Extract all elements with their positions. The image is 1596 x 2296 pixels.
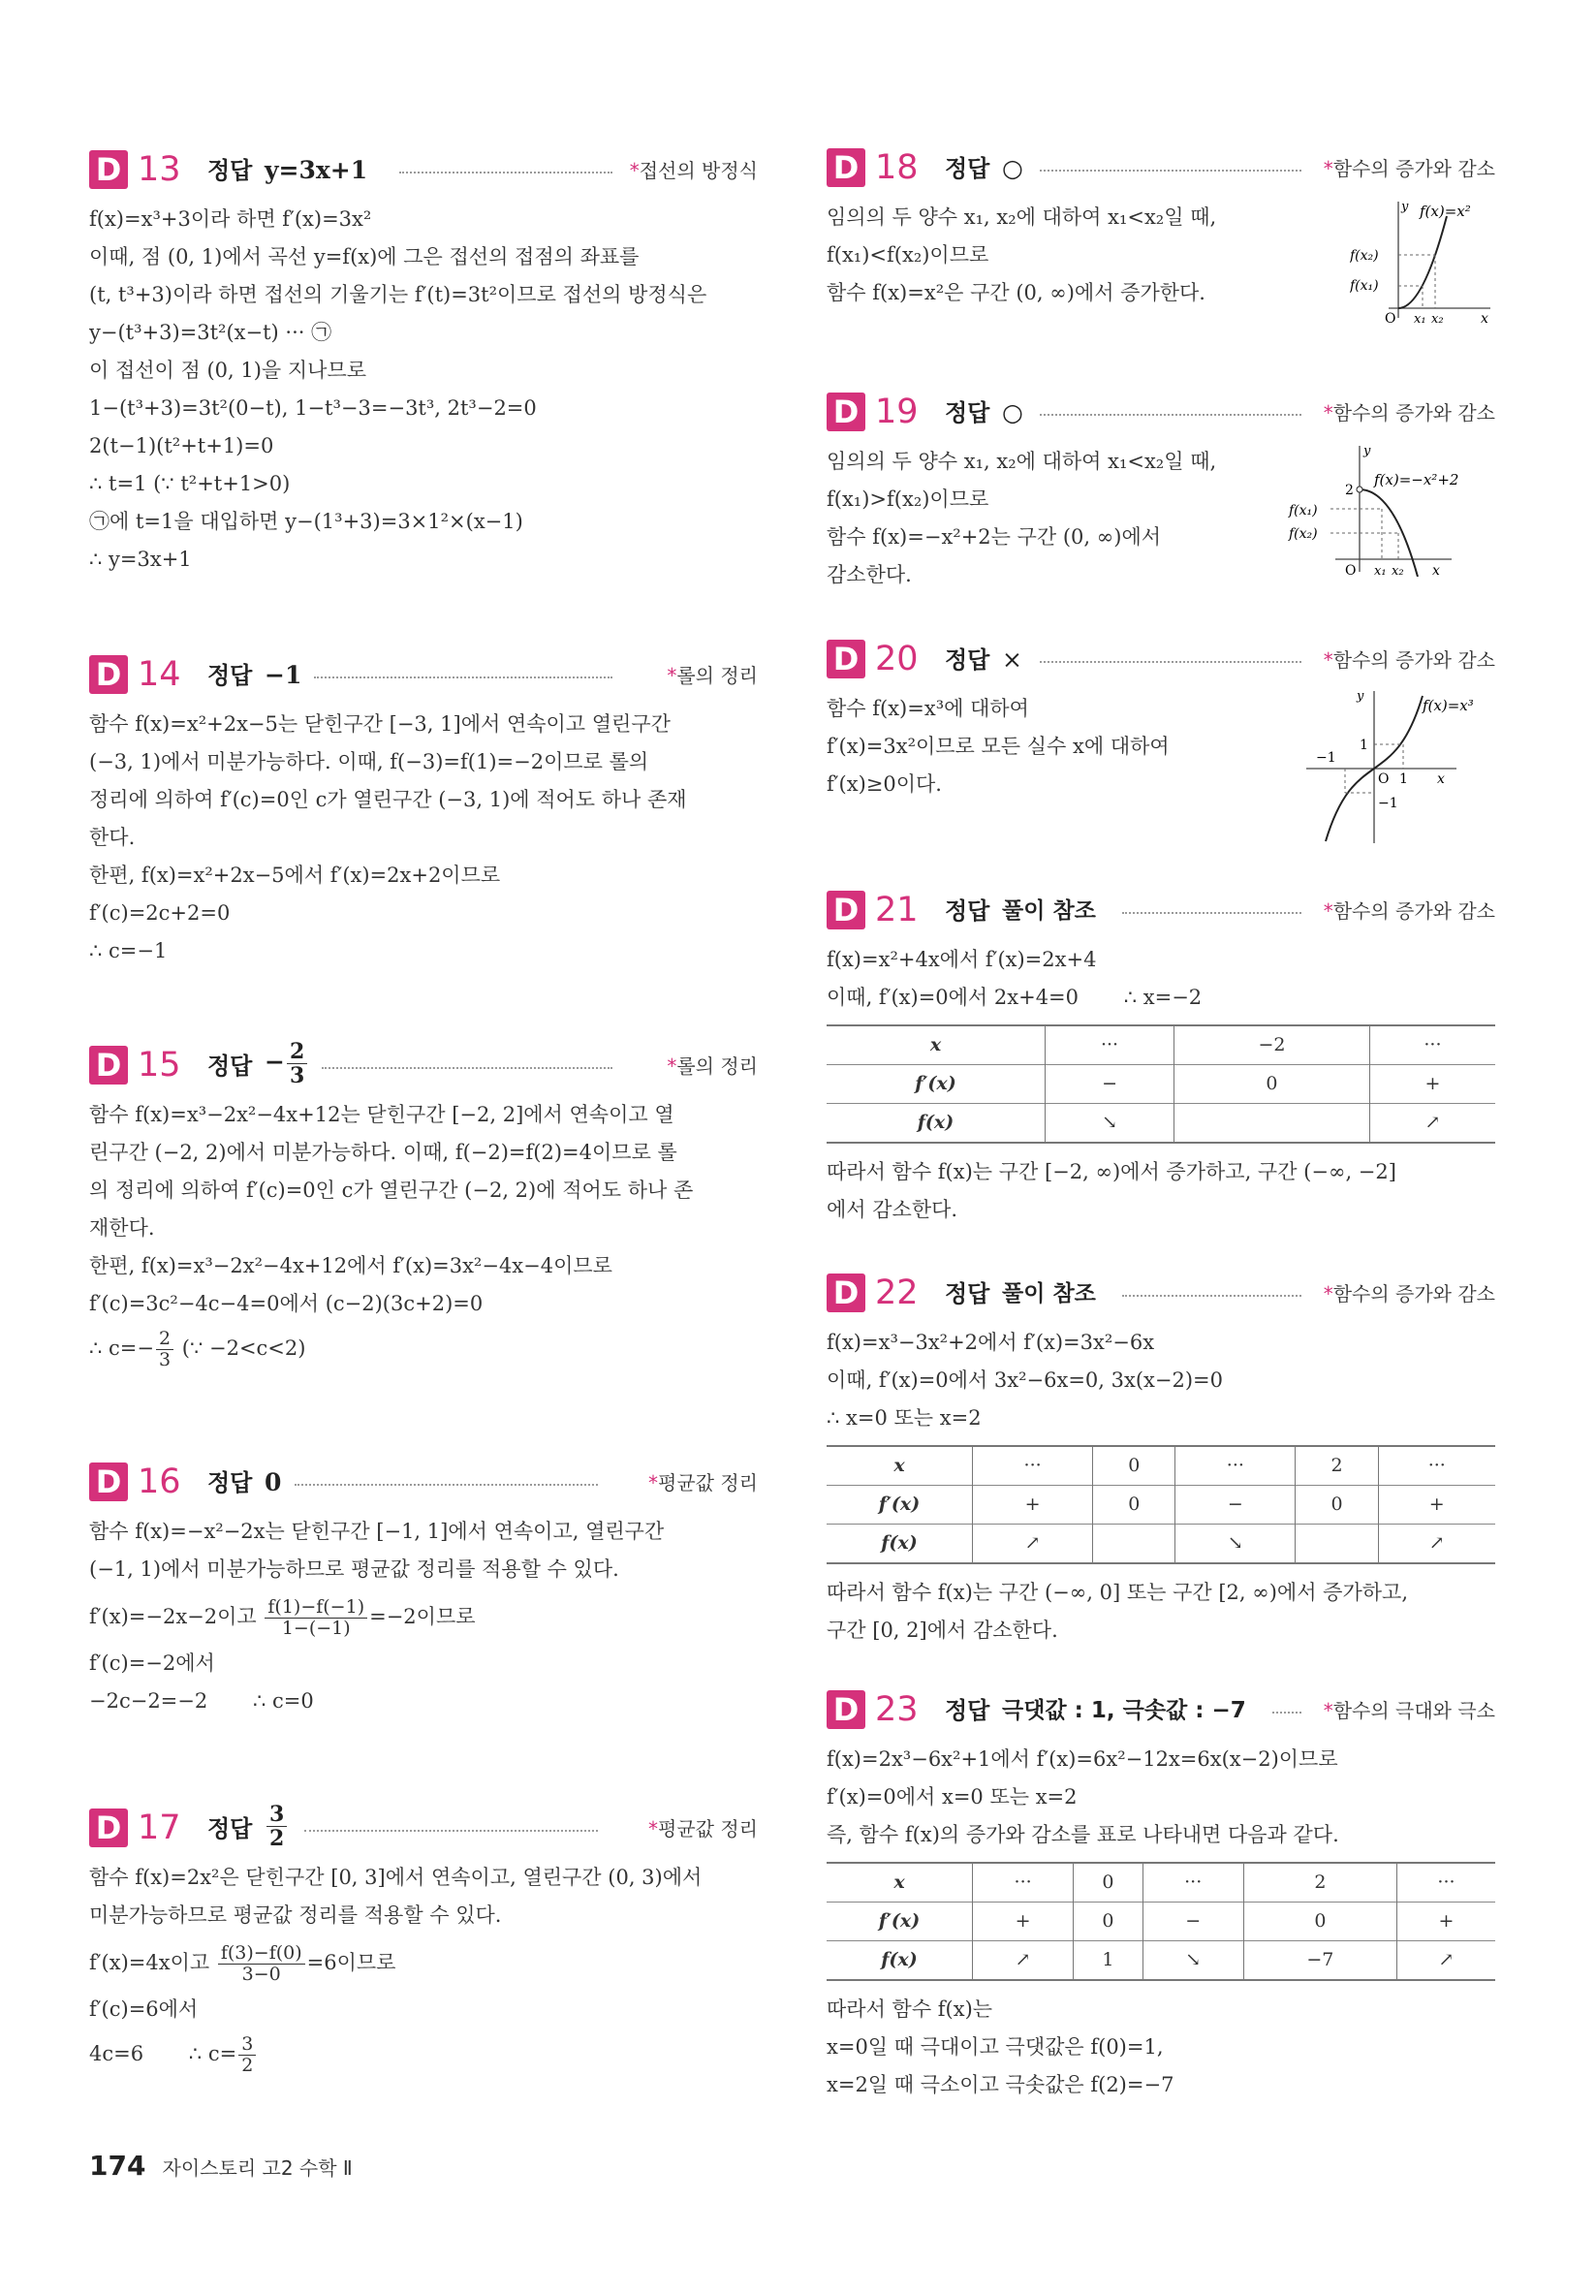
table-cell: 0 xyxy=(1074,1903,1142,1941)
answer-value xyxy=(265,1040,309,1087)
solution-line: 함수 f(x)=−x²+2는 구간 (0, ∞)에서 xyxy=(827,525,1162,549)
table-cell: ··· xyxy=(973,1863,1074,1903)
answer-label: 정답 xyxy=(945,646,990,674)
table-cell: 0 xyxy=(1296,1486,1378,1525)
answer-value: × xyxy=(1002,645,1022,674)
answer-value: ○ xyxy=(1002,398,1023,426)
answer-value: 풀이 참조 xyxy=(1002,898,1096,924)
answer-label: 정답 xyxy=(207,1053,253,1080)
table-cell: x xyxy=(827,1863,973,1903)
leader-dots xyxy=(1040,661,1301,663)
table-cell: 0 xyxy=(1074,1863,1142,1903)
problem-15 xyxy=(89,1039,758,1373)
solution-line: 2(t−1)(t²+t+1)=0 xyxy=(89,434,274,457)
solution-body xyxy=(89,1859,758,2079)
star-icon: * xyxy=(1323,1282,1333,1305)
problem-header xyxy=(827,393,1495,437)
answer-label: 정답 xyxy=(945,897,990,925)
topic-text: 접선의 방정식 xyxy=(639,159,758,182)
problem-21 xyxy=(827,891,1495,1229)
graph-label: x₁ xyxy=(1374,564,1387,577)
table-row xyxy=(827,1525,1495,1564)
answer-label: 정답 xyxy=(945,155,990,182)
graph-label: O xyxy=(1378,771,1390,787)
text-run: =6이므로 xyxy=(306,1951,396,1974)
leader-dots xyxy=(399,172,612,173)
answer-label: 정답 xyxy=(207,662,253,689)
table-row xyxy=(827,1903,1495,1941)
solution-line: ∴ x=0 또는 x=2 xyxy=(827,1406,982,1430)
book-title: 자이스토리 고2 수학 Ⅱ xyxy=(162,2156,353,2180)
problem-number: 22 xyxy=(875,1274,919,1312)
answer-fraction xyxy=(287,1040,307,1087)
problem-number: 23 xyxy=(875,1690,919,1729)
problem-header xyxy=(827,640,1495,684)
solution-line: f′(x)≥0이다. xyxy=(827,772,942,796)
solution-line: f′(c)=−2에서 xyxy=(89,1651,215,1675)
topic-tag xyxy=(1320,1698,1495,1723)
leader-dots xyxy=(1040,170,1301,172)
answer-sign: − xyxy=(265,1048,285,1076)
problem-19 xyxy=(827,393,1495,594)
table-row xyxy=(827,1446,1495,1486)
table-cell xyxy=(1174,1104,1370,1144)
topic-text: 평균값 정리 xyxy=(658,1471,758,1494)
solution-line: f(x₁)<f(x₂)이므로 xyxy=(827,243,989,267)
graph-label: y xyxy=(1401,200,1409,214)
graph-label: −1 xyxy=(1316,750,1336,766)
solution-line: 함수 f(x)=x³에 대하여 xyxy=(827,697,1029,720)
fraction xyxy=(265,1597,367,1639)
topic-text: 함수의 증가와 감소 xyxy=(1332,648,1495,672)
table-cell xyxy=(1296,1525,1378,1564)
table-cell: ↘ xyxy=(1046,1104,1174,1144)
table-cell: 0 xyxy=(1243,1903,1396,1941)
topic-text: 롤의 정리 xyxy=(676,1054,758,1078)
leader-dots xyxy=(295,1484,598,1486)
problem-17 xyxy=(89,1802,758,2079)
d-badge: D xyxy=(89,1046,128,1085)
solution-line: 한편, f(x)=x³−2x²−4x+12에서 f′(x)=3x²−4x−4이므로 xyxy=(89,1254,612,1277)
solution-line: 이때, 점 (0, 1)에서 곡선 y=f(x)에 그은 접선의 접점의 좌표를 xyxy=(89,245,640,268)
problem-number: 18 xyxy=(875,148,919,187)
solution-line: f′(x)=3x²이므로 모든 실수 x에 대하여 xyxy=(827,735,1170,758)
answer-label: 정답 xyxy=(945,1280,990,1307)
text-run: 4c=6 ∴ c= xyxy=(89,2042,237,2065)
table-cell: ↘ xyxy=(1142,1941,1243,1981)
table-cell: 2 xyxy=(1243,1863,1396,1903)
answer-label: 정답 xyxy=(945,399,990,426)
solution-line: 에서 감소한다. xyxy=(827,1198,958,1221)
fraction-denominator: 2 xyxy=(269,1826,285,1851)
graph-label: f(x₁) xyxy=(1289,503,1318,519)
variation-table xyxy=(827,1862,1495,1981)
leader-dots xyxy=(1122,1295,1301,1297)
solution-line: ㉠에 t=1을 대입하면 y−(1³+3)=3×1²×(x−1) xyxy=(89,510,523,533)
table-cell: ··· xyxy=(1142,1863,1243,1903)
problem-number: 17 xyxy=(138,1808,181,1847)
leader-dots xyxy=(1122,912,1301,914)
answer-value xyxy=(265,1803,289,1850)
table-cell: ··· xyxy=(1175,1446,1296,1486)
topic-tag xyxy=(1320,156,1495,181)
leader-dots xyxy=(304,1830,598,1832)
problem-22 xyxy=(827,1274,1495,1650)
solution-line: f′(x)=0에서 x=0 또는 x=2 xyxy=(827,1785,1078,1808)
solution-line: (−1, 1)에서 미분가능하므로 평균값 정리를 적용할 수 있다. xyxy=(89,1557,619,1581)
solution-line: 함수 f(x)=x²은 구간 (0, ∞)에서 증가한다. xyxy=(827,281,1205,304)
problem-14 xyxy=(89,655,758,970)
graph-x-squared xyxy=(1350,197,1495,323)
answer-label: 정답 xyxy=(945,1697,990,1724)
solution-line: 이때, f′(x)=0에서 2x+4=0 ∴ x=−2 xyxy=(827,986,1203,1009)
leader-dots xyxy=(314,676,612,678)
table-cell: ↘ xyxy=(1175,1525,1296,1564)
star-icon: * xyxy=(1323,157,1333,180)
solution-line: (−3, 1)에서 미분가능하다. 이때, f(−3)=f(1)=−2이므로 롤의 xyxy=(89,750,649,773)
answer-value: ○ xyxy=(1002,154,1023,182)
problem-header xyxy=(89,655,758,700)
table-cell: f′(x) xyxy=(827,1065,1046,1104)
star-icon: * xyxy=(1323,1699,1333,1722)
topic-tag xyxy=(1320,1281,1495,1306)
solution-line: 한다. xyxy=(89,826,136,849)
fraction-denominator: 3 xyxy=(159,1349,172,1370)
graph-label: f(x₂) xyxy=(1350,248,1379,264)
table-cell: −7 xyxy=(1243,1941,1396,1981)
solution-body xyxy=(827,1741,1495,2104)
solution-line xyxy=(89,1323,758,1373)
solution-line: f′(c)=6에서 xyxy=(89,1997,199,2021)
d-badge: D xyxy=(827,1274,865,1312)
text-run: (∵ −2<c<2) xyxy=(175,1337,306,1360)
topic-text: 함수의 증가와 감소 xyxy=(1332,401,1495,425)
text-run: =−2이므로 xyxy=(369,1605,476,1628)
graph-func-label: f(x)=x³ xyxy=(1423,697,1474,714)
solution-line: 함수 f(x)=−x²−2x는 닫힌구간 [−1, 1]에서 연속이고, 열린구간 xyxy=(89,1520,665,1543)
graph-label: 1 xyxy=(1360,738,1368,753)
text-run: f′(x)=−2x−2이고 xyxy=(89,1605,264,1628)
solution-line: 한편, f(x)=x²+2x−5에서 f′(x)=2x+2이므로 xyxy=(89,864,501,887)
solution-line: 구간 [0, 2]에서 감소한다. xyxy=(827,1619,1058,1642)
fraction-numerator: f(3)−f(0) xyxy=(218,1943,305,1965)
solution-line xyxy=(89,2029,758,2079)
problem-header xyxy=(827,1274,1495,1318)
graph-func-label: f(x)=−x²+2 xyxy=(1374,471,1459,488)
problem-number: 16 xyxy=(138,1463,181,1501)
table-row xyxy=(827,1065,1495,1104)
d-badge: D xyxy=(89,1808,128,1847)
text-run: f′(x)=4x이고 xyxy=(89,1951,216,1974)
solution-line: −2c−2=−2 ∴ c=0 xyxy=(89,1689,314,1713)
solution-line: f(x)=x³−3x²+2에서 f′(x)=3x²−6x xyxy=(827,1331,1155,1354)
table-cell: ··· xyxy=(973,1446,1093,1486)
graph-label: x xyxy=(1432,563,1440,577)
d-badge: D xyxy=(827,148,865,187)
star-icon: * xyxy=(648,1817,659,1840)
solution-line: ∴ y=3x+1 xyxy=(89,548,192,571)
topic-text: 평균값 정리 xyxy=(658,1817,758,1840)
solution-line xyxy=(89,1588,758,1645)
topic-tag xyxy=(644,1470,758,1495)
problem-18 xyxy=(827,148,1495,323)
graph-label: x₂ xyxy=(1392,564,1404,577)
solution-line: f(x)=2x³−6x²+1에서 f′(x)=6x²−12x=6x(x−2)이므로 xyxy=(827,1747,1338,1771)
solution-line: 따라서 함수 f(x)는 xyxy=(827,1997,993,2021)
problem-number: 19 xyxy=(875,393,919,431)
star-icon: * xyxy=(1323,899,1333,923)
fraction-denominator: 3−0 xyxy=(241,1964,281,1985)
solution-line: 이때, f′(x)=0에서 3x²−6x=0, 3x(x−2)=0 xyxy=(827,1368,1223,1392)
d-badge: D xyxy=(827,640,865,678)
solution-line xyxy=(89,1934,758,1991)
table-cell: + xyxy=(1369,1065,1495,1104)
variation-table xyxy=(827,1445,1495,1564)
table-cell: ↗ xyxy=(973,1525,1093,1564)
page-footer xyxy=(89,2150,353,2182)
solution-line: 1−(t³+3)=3t²(0−t), 1−t³−3=−3t³, 2t³−2=0 xyxy=(89,396,537,420)
table-cell: ··· xyxy=(1378,1446,1495,1486)
leader-dots xyxy=(322,1067,612,1069)
fraction xyxy=(218,1943,305,1985)
table-cell: f(x) xyxy=(827,1104,1046,1144)
table-cell: f′(x) xyxy=(827,1903,973,1941)
answer-fraction xyxy=(266,1803,287,1850)
table-cell: f(x) xyxy=(827,1941,973,1981)
solution-line: 임의의 두 양수 x₁, x₂에 대하여 x₁<x₂일 때, xyxy=(827,450,1217,473)
solution-line: x=0일 때 극대이고 극댓값은 f(0)=1, xyxy=(827,2035,1164,2059)
problem-header xyxy=(827,1690,1495,1735)
graph-label: x₁ xyxy=(1414,312,1426,323)
problem-number: 21 xyxy=(875,891,919,929)
fraction-numerator: f(1)−f(−1) xyxy=(265,1597,367,1619)
table-cell: 0 xyxy=(1174,1065,1370,1104)
topic-tag xyxy=(644,1816,758,1841)
solution-line: 임의의 두 양수 x₁, x₂에 대하여 x₁<x₂일 때, xyxy=(827,205,1217,229)
leader-dots xyxy=(1272,1712,1301,1714)
leader-dots xyxy=(1040,414,1301,416)
graph-label: 2 xyxy=(1345,483,1354,498)
answer-value: 극댓값 : 1, 극솟값 : −7 xyxy=(1002,1698,1246,1723)
graph-label: y xyxy=(1357,689,1364,704)
solution-body xyxy=(827,1324,1495,1650)
problem-number: 14 xyxy=(138,655,181,694)
topic-tag xyxy=(1320,898,1495,924)
table-cell: x xyxy=(827,1446,973,1486)
table-cell: + xyxy=(973,1486,1093,1525)
fraction xyxy=(238,2034,256,2076)
topic-tag xyxy=(626,158,758,183)
variation-table xyxy=(827,1024,1495,1144)
d-badge: D xyxy=(89,655,128,694)
table-row xyxy=(827,1104,1495,1144)
table-cell: − xyxy=(1046,1065,1174,1104)
answer-label: 정답 xyxy=(207,157,253,184)
solution-line: 함수 f(x)=x³−2x²−4x+12는 닫힌구간 [−2, 2]에서 연속이고 열 xyxy=(89,1103,674,1126)
graph-label: O xyxy=(1345,563,1357,577)
d-badge: D xyxy=(89,1463,128,1501)
table-cell: 0 xyxy=(1093,1486,1175,1525)
answer-value: 풀이 참조 xyxy=(1002,1281,1096,1306)
graph-label: f(x₂) xyxy=(1289,526,1318,542)
table-cell: 0 xyxy=(1093,1446,1175,1486)
graph-label: −1 xyxy=(1378,796,1398,811)
solution-line: 린구간 (−2, 2)에서 미분가능하다. 이때, f(−2)=f(2)=4이므로 롤 xyxy=(89,1141,677,1164)
graph-label: x xyxy=(1437,771,1445,787)
table-cell: ··· xyxy=(1046,1025,1174,1065)
table-row xyxy=(827,1025,1495,1065)
solution-line: f′(c)=3c²−4c−4=0에서 (c−2)(3c+2)=0 xyxy=(89,1292,484,1315)
answer-value: y=3x+1 xyxy=(265,156,368,184)
graph-label: x xyxy=(1481,311,1488,323)
star-icon: * xyxy=(667,1054,677,1078)
table-cell: ··· xyxy=(1369,1025,1495,1065)
solution-line: 이 접선이 점 (0, 1)을 지나므로 xyxy=(89,359,367,382)
table-cell: + xyxy=(973,1903,1074,1941)
table-cell: ↗ xyxy=(973,1941,1074,1981)
problem-23 xyxy=(827,1690,1495,2104)
solution-line: 함수 f(x)=2x²은 닫힌구간 [0, 3]에서 연속이고, 열린구간 (0, 3)에서 xyxy=(89,1866,703,1889)
table-cell: f′(x) xyxy=(827,1486,973,1525)
d-badge: D xyxy=(89,150,128,189)
topic-tag xyxy=(1320,400,1495,425)
problem-number: 20 xyxy=(875,640,919,678)
topic-tag xyxy=(1320,647,1495,673)
problem-header xyxy=(89,1463,758,1507)
graph-label: x₂ xyxy=(1431,312,1444,323)
solution-line: f(x)=x³+3이라 하면 f′(x)=3x² xyxy=(89,207,372,231)
topic-text: 함수의 증가와 감소 xyxy=(1332,899,1495,923)
graph-label: y xyxy=(1363,444,1371,458)
answer-label: 정답 xyxy=(207,1815,253,1842)
table-cell: 1 xyxy=(1074,1941,1142,1981)
problem-header xyxy=(89,1039,758,1090)
answer-value: 0 xyxy=(265,1468,282,1496)
table-cell: + xyxy=(1396,1903,1495,1941)
star-icon: * xyxy=(1323,648,1333,672)
solution-line: 미분가능하므로 평균값 정리를 적용할 수 있다. xyxy=(89,1903,502,1927)
table-cell: − xyxy=(1175,1486,1296,1525)
solution-body xyxy=(89,706,758,970)
solution-line: 따라서 함수 f(x)는 구간 (−∞, 0] 또는 구간 [2, ∞)에서 증가하고, xyxy=(827,1581,1409,1604)
table-cell: ↗ xyxy=(1378,1525,1495,1564)
star-icon: * xyxy=(629,159,640,182)
solution-line: f′(c)=2c+2=0 xyxy=(89,901,231,925)
table-row xyxy=(827,1486,1495,1525)
solution-line: y−(t³+3)=3t²(x−t) ··· ㉠ xyxy=(89,321,332,344)
fraction-denominator: 3 xyxy=(289,1063,305,1088)
problem-number: 15 xyxy=(138,1046,181,1085)
solution-line: 즉, 함수 f(x)의 증가와 감소를 표로 나타내면 다음과 같다. xyxy=(827,1823,1339,1846)
topic-text: 함수의 증가와 감소 xyxy=(1332,1282,1495,1305)
star-icon: * xyxy=(667,664,677,687)
problem-13 xyxy=(89,150,758,579)
table-cell: + xyxy=(1378,1486,1495,1525)
topic-tag xyxy=(663,1054,758,1079)
star-icon: * xyxy=(648,1471,659,1494)
graph-label: 1 xyxy=(1399,771,1408,787)
problem-header xyxy=(827,148,1495,193)
table-row xyxy=(827,1863,1495,1903)
table-cell: 2 xyxy=(1296,1446,1378,1486)
solution-line: f(x)=x²+4x에서 f′(x)=2x+4 xyxy=(827,948,1097,971)
table-cell: ↗ xyxy=(1396,1941,1495,1981)
fraction-numerator: 2 xyxy=(156,1329,173,1350)
solution-line: 따라서 함수 f(x)는 구간 [−2, ∞)에서 증가하고, 구간 (−∞, −2] xyxy=(827,1160,1396,1183)
topic-text: 함수의 증가와 감소 xyxy=(1332,157,1495,180)
solution-body xyxy=(89,201,758,579)
solution-line: x=2일 때 극소이고 극솟값은 f(2)=−7 xyxy=(827,2073,1174,2096)
graph-x-cubed xyxy=(1287,686,1495,846)
d-badge: D xyxy=(827,891,865,929)
table-cell: − xyxy=(1142,1903,1243,1941)
problem-number: 13 xyxy=(138,150,181,189)
problem-header xyxy=(89,150,758,195)
fraction-numerator: 3 xyxy=(266,1803,287,1827)
solution-line: ∴ t=1 (∵ t²+t+1>0) xyxy=(89,472,291,495)
fraction-numerator: 2 xyxy=(287,1040,307,1064)
problem-header xyxy=(827,891,1495,935)
answer-value: −1 xyxy=(265,661,302,689)
table-cell: ··· xyxy=(1396,1863,1495,1903)
problem-20 xyxy=(827,640,1495,811)
solution-body xyxy=(89,1513,758,1720)
fraction xyxy=(156,1329,173,1370)
table-row xyxy=(827,1941,1495,1981)
page-number: 174 xyxy=(89,2150,146,2182)
graph-label: f(x₁) xyxy=(1350,278,1379,294)
graph-func-label: f(x)=x² xyxy=(1420,203,1471,220)
topic-tag xyxy=(663,663,758,688)
graph-label: O xyxy=(1385,311,1396,323)
star-icon: * xyxy=(1323,401,1333,425)
d-badge: D xyxy=(827,393,865,431)
solution-line: 의 정리에 의하여 f′(c)=0인 c가 열린구간 (−2, 2)에 적어도 하나 존 xyxy=(89,1179,694,1202)
solution-body xyxy=(89,1096,758,1373)
text-run: ∴ c=− xyxy=(89,1337,154,1360)
problem-header xyxy=(89,1802,758,1853)
solution-line: f(x₁)>f(x₂)이므로 xyxy=(827,488,989,511)
topic-text: 롤의 정리 xyxy=(676,664,758,687)
solution-line: 감소한다. xyxy=(827,563,912,586)
table-cell: ↗ xyxy=(1369,1104,1495,1144)
fraction-denominator: 1−(−1) xyxy=(281,1618,351,1639)
fraction-denominator: 2 xyxy=(241,2055,254,2076)
fraction-numerator: 3 xyxy=(238,2034,256,2056)
table-cell xyxy=(1093,1525,1175,1564)
table-cell: x xyxy=(827,1025,1046,1065)
solution-line: 재한다. xyxy=(89,1216,155,1240)
solution-body xyxy=(827,941,1495,1229)
solution-line: (t, t³+3)이라 하면 접선의 기울기는 f′(t)=3t²이므로 접선의 방정식은 xyxy=(89,283,707,306)
problem-16 xyxy=(89,1463,758,1720)
answer-label: 정답 xyxy=(207,1469,253,1496)
solution-line: 정리에 의하여 f′(c)=0인 c가 열린구간 (−3, 1)에 적어도 하나 존재 xyxy=(89,788,687,811)
d-badge: D xyxy=(827,1690,865,1729)
solution-line: ∴ c=−1 xyxy=(89,939,168,962)
solution-line: 함수 f(x)=x²+2x−5는 닫힌구간 [−3, 1]에서 연속이고 열린구간 xyxy=(89,712,671,736)
graph-neg-x-squared-plus-2 xyxy=(1287,441,1495,577)
topic-text: 함수의 극대와 극소 xyxy=(1332,1699,1495,1722)
table-cell: −2 xyxy=(1174,1025,1370,1065)
table-cell: f(x) xyxy=(827,1525,973,1564)
